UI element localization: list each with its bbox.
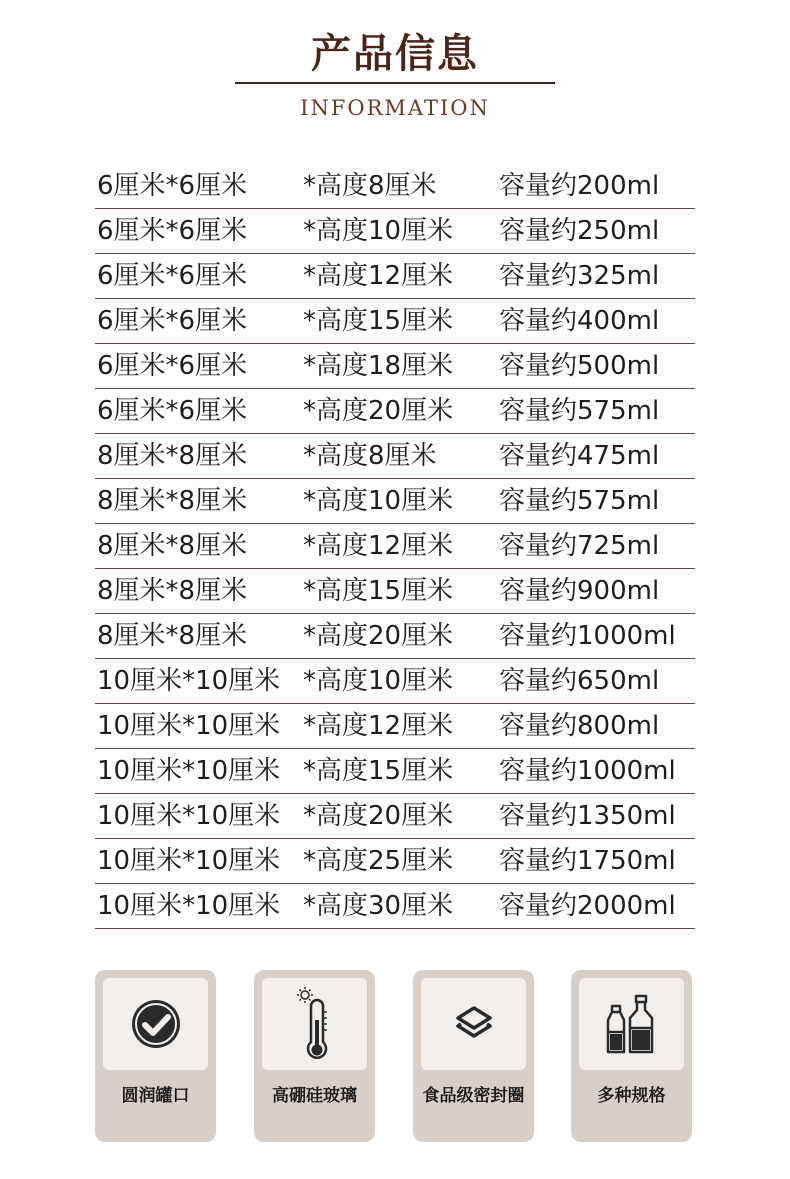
feature-icon-box — [579, 978, 684, 1070]
spec-row — [95, 614, 695, 659]
spec-capacity: 容量约575ml — [499, 396, 660, 426]
spec-row — [95, 839, 695, 884]
spec-size: 10厘米*10厘米 — [97, 846, 281, 876]
spec-capacity: 容量约325ml — [499, 261, 660, 291]
feature-label: 圆润罐口 — [121, 1086, 190, 1106]
spec-size: 8厘米*8厘米 — [97, 576, 248, 606]
spec-row — [95, 569, 695, 614]
spec-row — [95, 794, 695, 839]
spec-row — [95, 659, 695, 704]
spec-row — [95, 254, 695, 299]
spec-capacity: 容量约475ml — [499, 441, 660, 471]
spec-size: 6厘米*6厘米 — [97, 171, 248, 201]
spec-capacity: 容量约1350ml — [499, 801, 676, 831]
spec-size: 10厘米*10厘米 — [97, 801, 281, 831]
page-title: 产品信息 — [311, 31, 479, 77]
spec-row — [95, 524, 695, 569]
feature-card-rounded-mouth — [95, 970, 216, 1142]
spec-height: *高度10厘米 — [303, 666, 454, 696]
spec-height: *高度8厘米 — [303, 441, 437, 471]
feature-icon-box — [262, 978, 367, 1070]
spec-row — [95, 389, 695, 434]
spec-capacity: 容量约2000ml — [499, 891, 676, 921]
spec-size: 6厘米*6厘米 — [97, 306, 248, 336]
title-divider — [235, 82, 555, 84]
spec-height: *高度10厘米 — [303, 216, 454, 246]
bottles-icon — [600, 992, 664, 1056]
spec-height: *高度15厘米 — [303, 306, 454, 336]
spec-size: 8厘米*8厘米 — [97, 441, 248, 471]
spec-row — [95, 344, 695, 389]
spec-capacity: 容量约575ml — [499, 486, 660, 516]
spec-height: *高度8厘米 — [303, 171, 437, 201]
spec-size: 8厘米*8厘米 — [97, 486, 248, 516]
spec-size: 6厘米*6厘米 — [97, 351, 248, 381]
spec-row — [95, 479, 695, 524]
spec-capacity: 容量约200ml — [499, 171, 660, 201]
spec-capacity: 容量约1000ml — [499, 756, 676, 786]
spec-height: *高度25厘米 — [303, 846, 454, 876]
spec-size: 8厘米*8厘米 — [97, 531, 248, 561]
spec-height: *高度12厘米 — [303, 531, 454, 561]
spec-row — [95, 209, 695, 254]
spec-row — [95, 164, 695, 209]
spec-height: *高度15厘米 — [303, 576, 454, 606]
feature-label: 多种规格 — [597, 1086, 666, 1106]
spec-capacity: 容量约900ml — [499, 576, 660, 606]
spec-height: *高度18厘米 — [303, 351, 454, 381]
feature-card-multiple-sizes — [571, 970, 692, 1142]
spec-capacity: 容量约1000ml — [499, 621, 676, 651]
spec-size: 10厘米*10厘米 — [97, 891, 281, 921]
layers-icon — [450, 1000, 498, 1048]
spec-height: *高度30厘米 — [303, 891, 454, 921]
spec-size: 6厘米*6厘米 — [97, 261, 248, 291]
spec-height: *高度12厘米 — [303, 711, 454, 741]
spec-size: 10厘米*10厘米 — [97, 756, 281, 786]
spec-capacity: 容量约400ml — [499, 306, 660, 336]
check-circle-icon — [128, 996, 184, 1052]
spec-capacity: 容量约1750ml — [499, 846, 676, 876]
feature-icon-box — [421, 978, 526, 1070]
spec-row — [95, 704, 695, 749]
feature-card-food-grade-seal — [413, 970, 534, 1142]
spec-table — [95, 164, 695, 929]
spec-size: 8厘米*8厘米 — [97, 621, 248, 651]
feature-card-borosilicate — [254, 970, 375, 1142]
feature-label: 高硼硅玻璃 — [272, 1086, 357, 1106]
spec-size: 6厘米*6厘米 — [97, 216, 248, 246]
spec-capacity: 容量约500ml — [499, 351, 660, 381]
spec-height: *高度10厘米 — [303, 486, 454, 516]
spec-size: 6厘米*6厘米 — [97, 396, 248, 426]
thermometer-icon — [295, 986, 335, 1062]
spec-capacity: 容量约725ml — [499, 531, 660, 561]
spec-size: 10厘米*10厘米 — [97, 711, 281, 741]
spec-row — [95, 884, 695, 929]
spec-height: *高度15厘米 — [303, 756, 454, 786]
spec-size: 10厘米*10厘米 — [97, 666, 281, 696]
spec-height: *高度20厘米 — [303, 396, 454, 426]
spec-capacity: 容量约800ml — [499, 711, 660, 741]
spec-height: *高度20厘米 — [303, 801, 454, 831]
spec-row — [95, 749, 695, 794]
feature-label: 食品级密封圈 — [422, 1086, 525, 1106]
page-subtitle: INFORMATION — [300, 96, 490, 120]
spec-height: *高度12厘米 — [303, 261, 454, 291]
spec-capacity: 容量约250ml — [499, 216, 660, 246]
spec-row — [95, 434, 695, 479]
spec-row — [95, 299, 695, 344]
feature-cards — [95, 970, 695, 1142]
spec-height: *高度20厘米 — [303, 621, 454, 651]
feature-icon-box — [103, 978, 208, 1070]
spec-capacity: 容量约650ml — [499, 666, 660, 696]
